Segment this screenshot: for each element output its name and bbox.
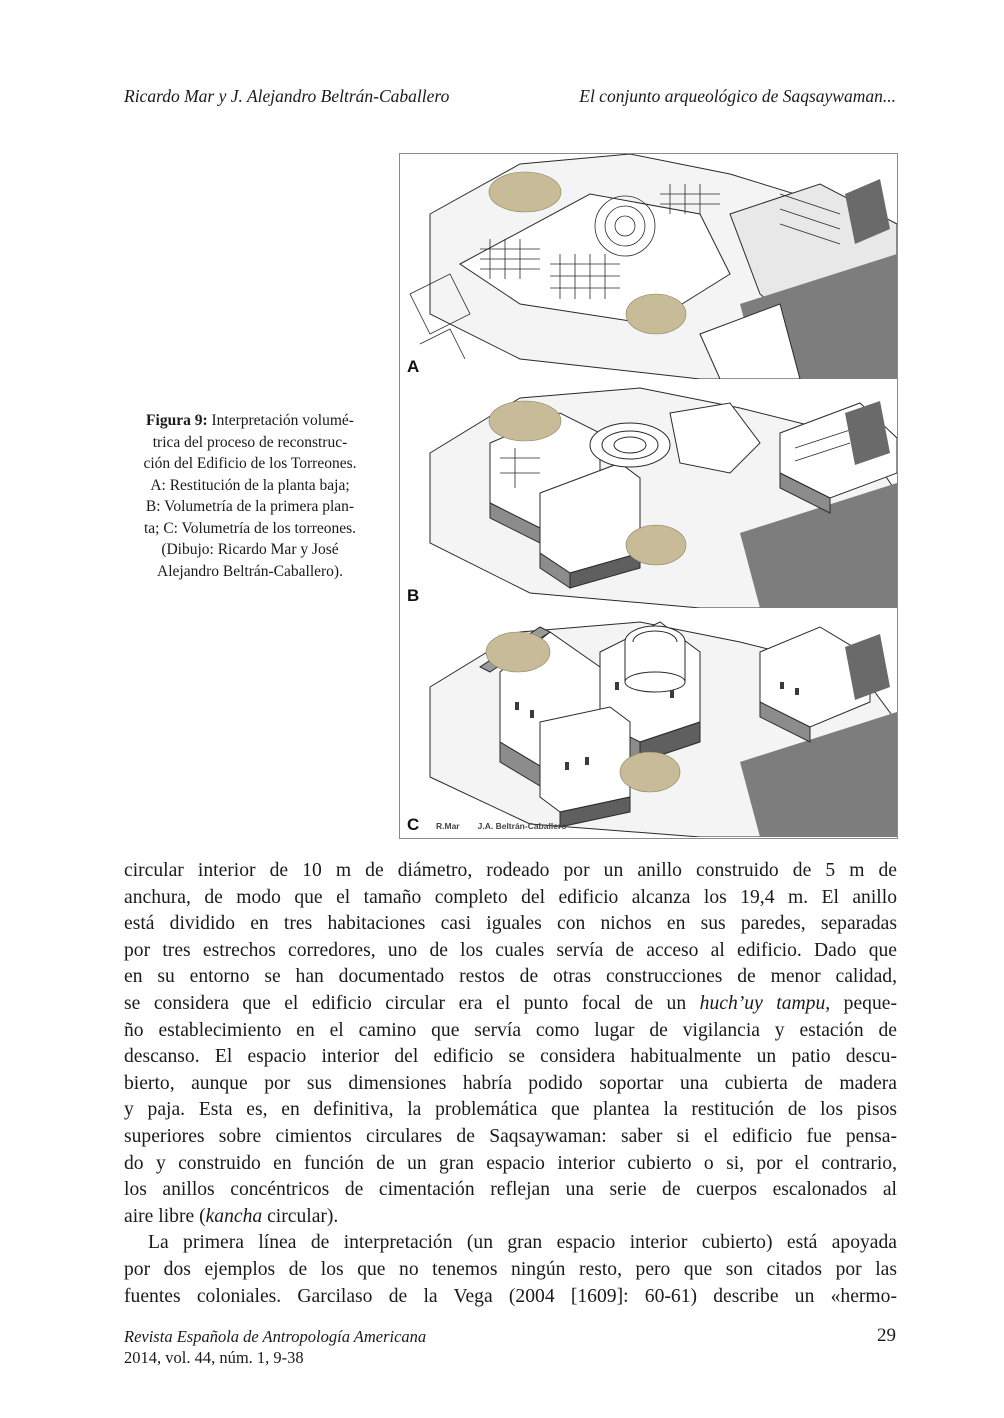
- reconstruction-figure: [399, 153, 898, 839]
- footer-journal: Revista Española de Antropología Americana: [124, 1327, 427, 1346]
- caption-line: Alejandro Beltrán-Caballero).: [157, 562, 343, 580]
- running-head-title: El conjunto arqueológico de Saqsaywaman...: [579, 86, 896, 106]
- text-line: do y construido en función de un gran espacio interior cubierto o si, por el contrario,: [124, 1152, 897, 1174]
- italic-term-huchuy-tampu: huch’uy tampu: [699, 992, 826, 1014]
- text-segment: se considera que el edificio circular era el punto focal de un: [124, 992, 700, 1014]
- text-line: [124, 1204, 897, 1231]
- text-line: fuentes coloniales. Garcilaso de la Vega (2004 [1609]: 60-61) describe un «hermo-: [124, 1285, 897, 1307]
- caption-line: (Dibujo: Ricardo Mar y José: [161, 541, 339, 558]
- caption-line: B: Volumetría de la primera plan-: [145, 498, 355, 515]
- figure-panel-b: [400, 383, 897, 608]
- body-text: [124, 858, 897, 1310]
- page-number: 29: [877, 1325, 896, 1346]
- text-line: ño establecimiento en el camino que servía como lugar de vigilancia y estación de: [124, 1019, 897, 1041]
- italic-term-kancha: kancha: [205, 1205, 263, 1227]
- caption-line: Interpretación volumé-: [211, 412, 354, 429]
- panel-label-a: A: [407, 357, 420, 376]
- ground-floor-drawing: [400, 154, 897, 379]
- text-segment: , peque-: [825, 992, 897, 1014]
- drawing-credit: [436, 821, 566, 831]
- figure-panel-c: [400, 612, 897, 837]
- text-line: superiores sobre cimientos circulares de Saqsaywaman: saber si el edificio fue pensa-: [124, 1125, 897, 1147]
- text-line: bierto, aunque por sus dimensiones habría podido soportar una cubierta de madera: [124, 1072, 897, 1094]
- text-line: circular interior de 10 m de diámetro, rodeado por un anillo construido de 5 m de: [124, 860, 897, 881]
- text-line: está dividido en tres habitaciones casi iguales con nichos en sus paredes, separadas: [124, 913, 897, 935]
- text-segment: aire libre (: [124, 1205, 206, 1227]
- caption-line: trica del proceso de reconstruc-: [152, 433, 348, 451]
- text-line: descanso. El espacio interior del edificio se considera habitualmente un patio descu-: [124, 1046, 897, 1068]
- first-floor-drawing: [400, 383, 897, 608]
- credit-author-2: J.A. Beltrán-Caballero: [477, 821, 567, 831]
- panel-label-c: C: [407, 815, 420, 834]
- text-line: [124, 991, 897, 1018]
- credit-author-1: R.Mar: [436, 821, 460, 831]
- text-line: por dos ejemplos de los que no tenemos ningún resto, pero que son citados por las: [124, 1258, 897, 1280]
- caption-line: ción del Edificio de los Torreones.: [143, 455, 357, 472]
- towers-drawing: [400, 612, 897, 837]
- footer-issue: 2014, vol. 44, núm. 1, 9-38: [124, 1348, 304, 1367]
- caption-label: Figura 9:: [146, 412, 208, 429]
- panel-label-b: B: [407, 586, 420, 605]
- caption-line: ta; C: Volumetría de los torreones.: [143, 519, 357, 537]
- text-line: y paja. Esta es, en definitiva, la problemática que plantea la restitución de los pisos: [124, 1099, 897, 1121]
- figure-panel-a: [400, 154, 897, 379]
- text-segment: circular).: [262, 1205, 339, 1227]
- figure-caption: [112, 410, 388, 582]
- caption-line: A: Restitución de la planta baja;: [150, 476, 350, 494]
- text-line: anchura, de modo que el tamaño completo del edificio alcanza los 19,4 m. El anillo: [124, 886, 897, 908]
- text-line: los anillos concéntricos de cimentación reflejan una serie de cuerpos escalonados al: [124, 1179, 897, 1201]
- text-line: por tres estrechos corredores, uno de los cuales servía de acceso al edificio. Dado que: [124, 939, 897, 961]
- running-head-authors: Ricardo Mar y J. Alejandro Beltrán-Caballero: [124, 86, 450, 106]
- text-line: en su entorno se han documentado restos de otras construcciones de menor calidad,: [124, 966, 897, 988]
- text-line: La primera línea de interpretación (un gran espacio interior cubierto) está apoyada: [148, 1232, 897, 1254]
